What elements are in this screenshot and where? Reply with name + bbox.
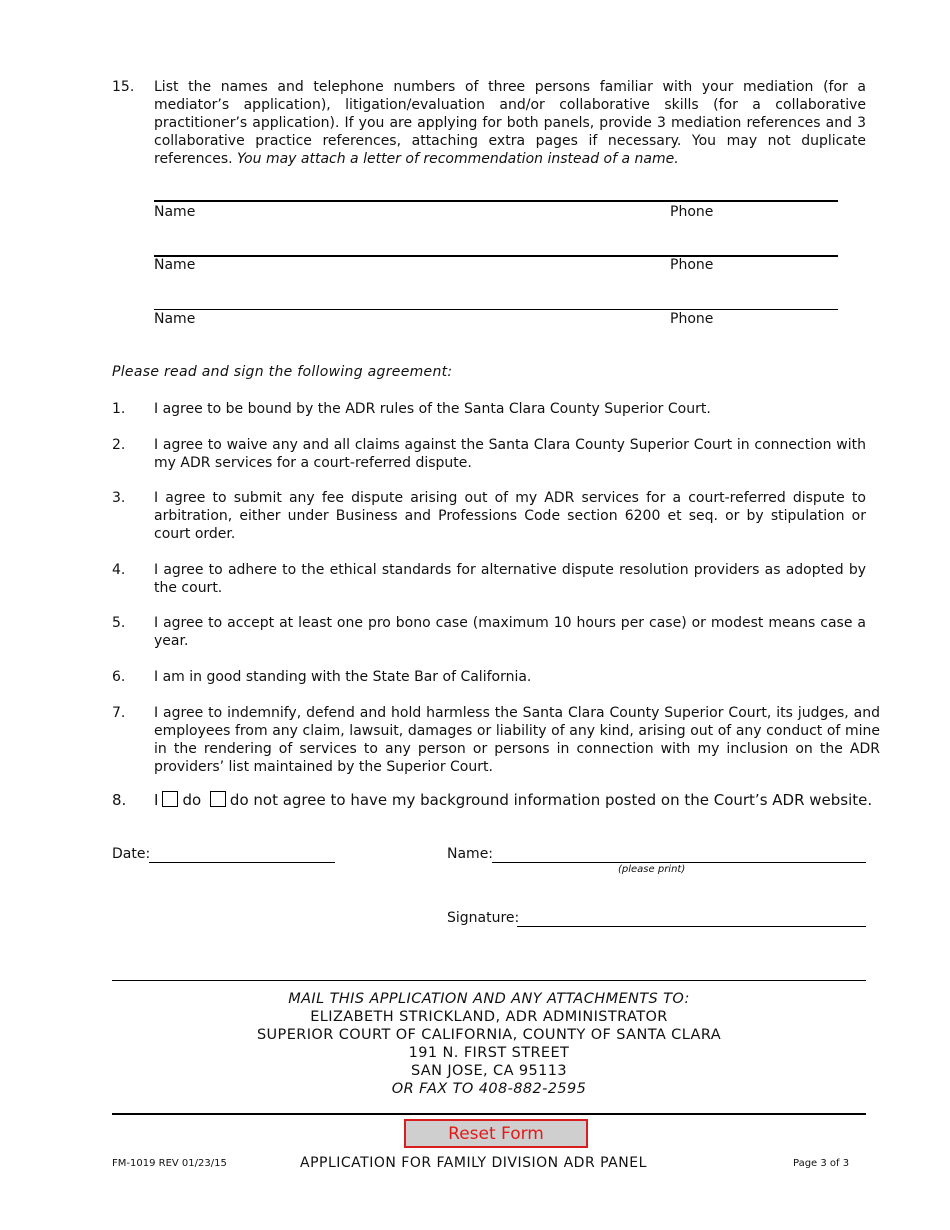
mailing-address: [112, 990, 866, 1098]
agreement-4-number: 4.: [112, 562, 126, 578]
mail-line-6: OR FAX TO 408-882-2595: [391, 1081, 587, 1097]
reference-2-phone-label: Phone: [670, 257, 714, 273]
mail-line-2: ELIZABETH STRICKLAND, ADR ADMINISTRATOR: [310, 1009, 668, 1025]
mail-line-3: SUPERIOR COURT OF CALIFORNIA, COUNTY OF SANTA CLARA: [256, 1027, 722, 1043]
agreement-3-number: 3.: [112, 490, 126, 506]
reference-3-line[interactable]: [154, 309, 838, 310]
item-8-option-do: do: [182, 791, 202, 809]
mail-bottom-divider: [112, 1113, 866, 1115]
mail-line-5: SAN JOSE, CA 95113: [410, 1063, 568, 1079]
agreement-6-number: 6.: [112, 669, 126, 685]
item-8-text: [154, 791, 872, 809]
agreement-heading: Please read and sign the following agreement:: [112, 364, 453, 380]
reference-2-line[interactable]: [154, 255, 838, 257]
signature-label: Signature:: [447, 910, 520, 926]
agreement-5-number: 5.: [112, 615, 126, 631]
mail-line-4: 191 N. FIRST STREET: [408, 1045, 570, 1061]
item-15-main-text: List the names and telephone numbers of three persons familiar with your mediation (for a mediator’s application), litigation/evaluation and/or collaborative skills (for a collaborative practitioner’s application). If you are applying for both panels, provide 3 mediation references and 3 collaborative practice references, attaching extra pages if necessary. You may not duplicate references.: [154, 79, 866, 167]
name-hint: (please print): [618, 864, 686, 875]
agreement-5-text: I agree to accept at least one pro bono case (maximum 10 hours per case) or modest means case a year.: [154, 615, 866, 649]
item-8-option-do-not: do not agree to have my background information posted on the Court’s ADR website.: [229, 791, 873, 809]
agreement-2-number: 2.: [112, 437, 126, 453]
reference-1-name-label: Name: [154, 204, 196, 220]
signature-field[interactable]: [517, 926, 866, 927]
agreement-6-text: I am in good standing with the State Bar of California.: [154, 669, 532, 685]
item-15-italic-text: You may attach a letter of recommendation instead of a name.: [237, 151, 679, 167]
agreement-3-text: I agree to submit any fee dispute arising out of my ADR services for a court-referred dispute to arbitration, either under Business and Professions Code section 6200 et seq. or by stipulation or court order.: [154, 490, 866, 542]
name-field[interactable]: [492, 862, 866, 863]
agreement-1-text: I agree to be bound by the ADR rules of the Santa Clara County Superior Court.: [154, 401, 711, 417]
form-id: FM-1019 REV 01/23/15: [112, 1158, 227, 1169]
disagree-checkbox[interactable]: [210, 791, 226, 807]
reference-3-phone-label: Phone: [670, 311, 714, 327]
agreement-7-text: I agree to indemnify, defend and hold harmless the Santa Clara County Superior Court, its judges, and employees from any claim, lawsuit, damages or liability of any kind, arising out of any conduct of mine in the rendering of services to any person or persons in connection with my inclusion on the ADR providers’ list maintained by the Superior Court.: [154, 705, 880, 775]
item-15-number: 15.: [112, 79, 135, 95]
footer-title: APPLICATION FOR FAMILY DIVISION ADR PANEL: [300, 1155, 647, 1171]
name-label: Name:: [447, 846, 494, 862]
agreement-2-text: I agree to waive any and all claims against the Santa Clara County Superior Court in connection with my ADR services for a court-referred dispute.: [154, 437, 866, 471]
reference-2-name-label: Name: [154, 257, 196, 273]
page-number: Page 3 of 3: [793, 1158, 850, 1169]
item-15-text: [154, 78, 866, 168]
item-8-number: 8.: [112, 791, 127, 809]
agreement-4-text: I agree to adhere to the ethical standards for alternative dispute resolution providers as adopted by the court.: [154, 562, 866, 596]
date-label: Date:: [112, 846, 151, 862]
agreement-1-number: 1.: [112, 401, 126, 417]
reference-3-name-label: Name: [154, 311, 196, 327]
reference-1-phone-label: Phone: [670, 204, 714, 220]
agree-checkbox[interactable]: [162, 791, 178, 807]
reference-1-line[interactable]: [154, 200, 838, 202]
mail-line-1: MAIL THIS APPLICATION AND ANY ATTACHMENTS TO:: [288, 991, 690, 1007]
agreement-7-number: 7.: [112, 705, 126, 721]
date-field[interactable]: [149, 862, 335, 863]
reset-form-button[interactable]: Reset Form: [404, 1119, 588, 1148]
item-8-prefix: I: [154, 791, 159, 809]
mail-top-divider: [112, 980, 866, 981]
